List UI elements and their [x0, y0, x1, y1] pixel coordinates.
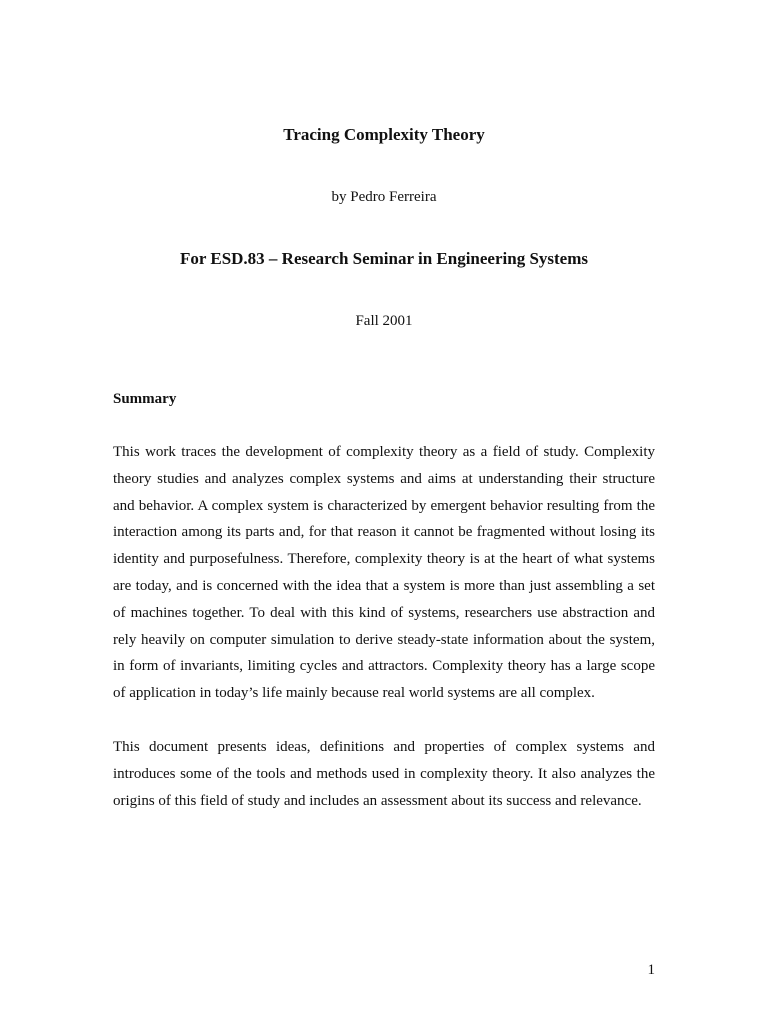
course-line: For ESD.83 – Research Seminar in Engineering Systems: [179, 249, 588, 268]
summary-paragraph-1: This work traces the development of complexity theory as a field of study. Complexity theory studies and analyzes complex systems and aims at understanding their structure and behavior. A complex system is characterized by emergent behavior resulting from the interaction among its parts and, for that reason it cannot be fragmented without losing its identity and purposefulness. Therefore, complexity theory is at the heart of what systems are today, and is concerned with the idea that a system is more than just assembling a set of machines together. To deal with this kind of systems, researchers use abstraction and rely heavily on computer simulation to derive steady-state information about the system, in form of invariants, limiting cycles and attractors. Complexity theory has a large scope of application in today’s life mainly because real world systems are all complex.: [113, 444, 655, 702]
author-line: by Pedro Ferreira: [331, 189, 437, 205]
term-line: Fall 2001: [355, 313, 413, 329]
summary-paragraph-2: This document presents ideas, definitions and properties of complex systems and introduces some of the tools and methods used in complexity theory. It also analyzes the origins of this field of study and includes an assessment about its success and relevance.: [113, 739, 655, 809]
summary-heading: Summary: [113, 391, 177, 407]
page-number: 1: [647, 962, 655, 978]
document-title: Tracing Complexity Theory: [283, 125, 485, 144]
